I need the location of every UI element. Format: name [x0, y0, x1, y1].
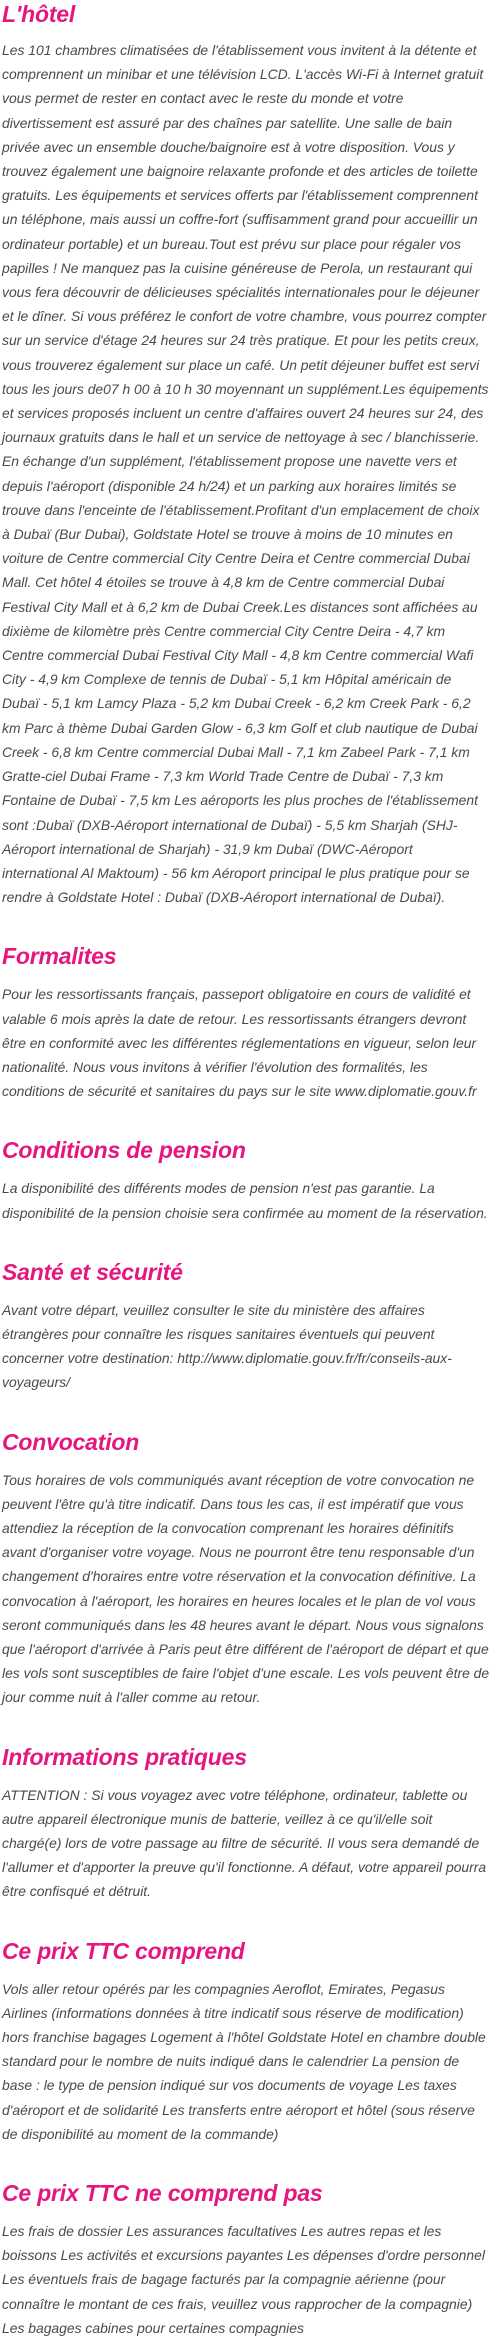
section-text-conditions-pension: La disponibilité des différents modes de pension n'est pas garantie. La disponibilité de la pension choisie sera confirmée au moment de la réservation.	[2, 1180, 488, 1221]
section-text-prix-comprend: Vols aller retour opérés par les compagnies Aeroflot, Emirates, Pegasus Airlines (informations données à titre indicatif sous réserve de modification) hors franchise bagages Logement à l'hôtel Goldstate Hotel en chambre double standard pour le nombre de nuits indiqué dans le calendrier La pension de base : le type de pension indiqué sur vos documents de voyage Les taxes d'aéroport et de solidarité Les transferts entre aéroport et hôtel (sous réserve de disponibilité au moment de la commande)	[2, 1980, 486, 2142]
section-text-informations-pratiques: ATTENTION : Si vous voyagez avec votre téléphone, ordinateur, tablette ou autre appareil électronique munis de batterie, veillez à ce qu'il/elle soit chargé(e) lors de votre passage au filtre de sécurité. Il vous sera demandé de l'allumer et d'apporter la preuve qu'il fonctionne. A défaut, votre appareil pourra être confisqué et détruit.	[2, 1786, 487, 1900]
section-text-convocation: Tous horaires de vols communiqués avant réception de votre convocation ne peuvent l'être qu'à titre indicatif. Dans tous les cas, il est impératif que vous attendiez la réception de la convocation comprenant les horaires définitifs avant d'organiser votre voyage. Nous ne pourront être tenu responsable d'un changement d'horaires entre votre réservation et la convocation définitive. La convocation à l'aéroport, les horaires en heures locales et le plan de vol vous seront communiqués dans les 48 heures avant le départ. Nous vous signalons que l'aéroport d'arrivée à Paris peut être différent de l'aéroport de départ et que les vols sont susceptibles de faire l'objet d'une escale. Les vols peuvent être de jour comme nuit à l'aller comme au retour.	[2, 1471, 490, 1706]
section-formalites	[2, 942, 490, 1103]
section-convocation	[2, 1428, 490, 1710]
section-title-formalites: Formalites	[2, 943, 117, 970]
section-title-hotel: L'hôtel	[2, 1, 76, 27]
section-text-sante-securite: Avant votre départ, veuillez consulter le site du ministère des affaires étrangères pour connaître les risques sanitaires éventuels qui peuvent concerner votre destination: http://www.diplomatie.gouv.fr/fr/conseils-aux-voyageurs/	[2, 1301, 452, 1391]
section-title-prix-ne-comprend-pas: Ce prix TTC ne comprend pas	[2, 2180, 323, 2207]
section-title-conditions-pension: Conditions de pension	[2, 1137, 246, 1164]
section-prix-comprend	[2, 1937, 490, 2146]
section-title-informations-pratiques: Informations pratiques	[2, 1743, 247, 1770]
section-hotel	[2, 0, 490, 909]
section-text-formalites: Pour les ressortissants français, passeport obligatoire en cours de validité et valable 6 mois après la date de retour. Les ressortissants étrangers devront être en conformité avec les différentes réglementations en vigueur, selon leur nationalité. Nous vous invitons à vérifier l'évolution des formalités, les conditions de sécurité et sanitaires du pays sur le site www.diplomatie.gouv.fr	[2, 986, 477, 1100]
section-informations-pratiques	[2, 1743, 490, 1904]
section-title-prix-comprend: Ce prix TTC comprend	[2, 1937, 245, 1964]
section-sante-securite	[2, 1258, 490, 1395]
section-text-hotel: Les 101 chambres climatisées de l'établissement vous invitent à la détente et comprennent un minibar et une télévision LCD. L'accès Wi-Fi à Internet gratuit vous permet de rester en contact avec le reste du monde et votre divertissement est assuré par des chaînes par satellite. Une salle de bain privée avec un ensemble douche/baignoire est à votre disposition. Vous y trouvez également une baignoire relaxante profonde et des articles de toilette gratuits. Les équipements et services offerts par l'établissement comprennent un téléphone, mais aussi un coffre-fort (suffisamment grand pour accueillir un ordinateur portable) et un bureau.Tout est prévu sur place pour régaler vos papilles ! Ne manquez pas la cuisine généreuse de Perola, un restaurant qui vous fera découvrir de délicieuses spécialités internationales pour le déjeuner et le dîner. Si vous préférez le confort de votre chambre, vous pourrez compter sur un service d'étage 24 heures sur 24 très pratique. Et pour les petits creux, vous trouverez également sur place un café. Un petit déjeuner buffet est servi tous les jours de07 h 00 à 10 h 30 moyennant un supplément.Les équipements et services proposés incluent un centre d'affaires ouvert 24 heures sur 24, des journaux gratuits dans le hall et un service de nettoyage à sec / blanchisserie. En échange d'un supplément, l'établissement propose une navette vers et depuis l'aéroport (disponible 24 h/24) et un parking aux horaires limités se trouve dans l'enceinte de l'établissement.Profitant d'un emplacement de choix à Dubaï (Bur Dubai), Goldstate Hotel se trouve à moins de 10 minutes en voiture de Centre commercial City Centre Deira et Centre commercial Dubai Mall. Cet hôtel 4 étoiles se trouve à 4,8 km de Centre commercial Dubai Festival City Mall et à 6,2 km de Dubai Creek.Les distances sont affichées au dixième de kilomètre près Centre commercial City Centre Deira - 4,7 km Centre commercial Dubai Festival City Mall - 4,8 km Centre commercial Wafi City - 4,9 km Complexe de tennis de Dubaï - 5,1 km Hôpital américain de Dubaï - 5,1 km Lamcy Plaza - 5,2 km Dubai Creek - 6,2 km Creek Park - 6,2 km Parc à thème Dubai Garden Glow - 6,3 km Golf et club nautique de Dubai Creek - 6,8 km Centre commercial Dubai Mall - 7,1 km Zabeel Park - 7,1 km Gratte-ciel Dubai Frame - 7,3 km World Trade Centre de Dubaï - 7,3 km Fontaine de Dubaï - 7,5 km Les aéroports les plus proches de l'établissement sont :Dubaï (DXB-Aéroport international de Dubaï) - 5,5 km Sharjah (SHJ-Aéroport international de Sharjah) - 31,9 km Dubaï (DWC-Aéroport international Al Maktoum) - 56 km Aéroport principal le plus pratique pour se rendre à Goldstate Hotel : Dubaï (DXB-Aéroport international de Dubaï).	[2, 42, 489, 906]
section-title-convocation: Convocation	[2, 1428, 140, 1455]
section-conditions-pension	[2, 1136, 490, 1224]
section-text-prix-ne-comprend-pas: Les frais de dossier Les assurances facultatives Les autres repas et les boissons Les activités et excursions payantes Les dépenses d'ordre personnel Les éventuels frais de bagage facturés par la compagnie aérienne (pour connaître le montant de ces frais, veuillez vous rapprocher de la compagnie) Les bagages cabines pour certaines compagnies	[2, 2223, 485, 2336]
section-title-sante-securite: Santé et sécurité	[2, 1258, 183, 1285]
section-prix-ne-comprend-pas	[2, 2179, 490, 2340]
